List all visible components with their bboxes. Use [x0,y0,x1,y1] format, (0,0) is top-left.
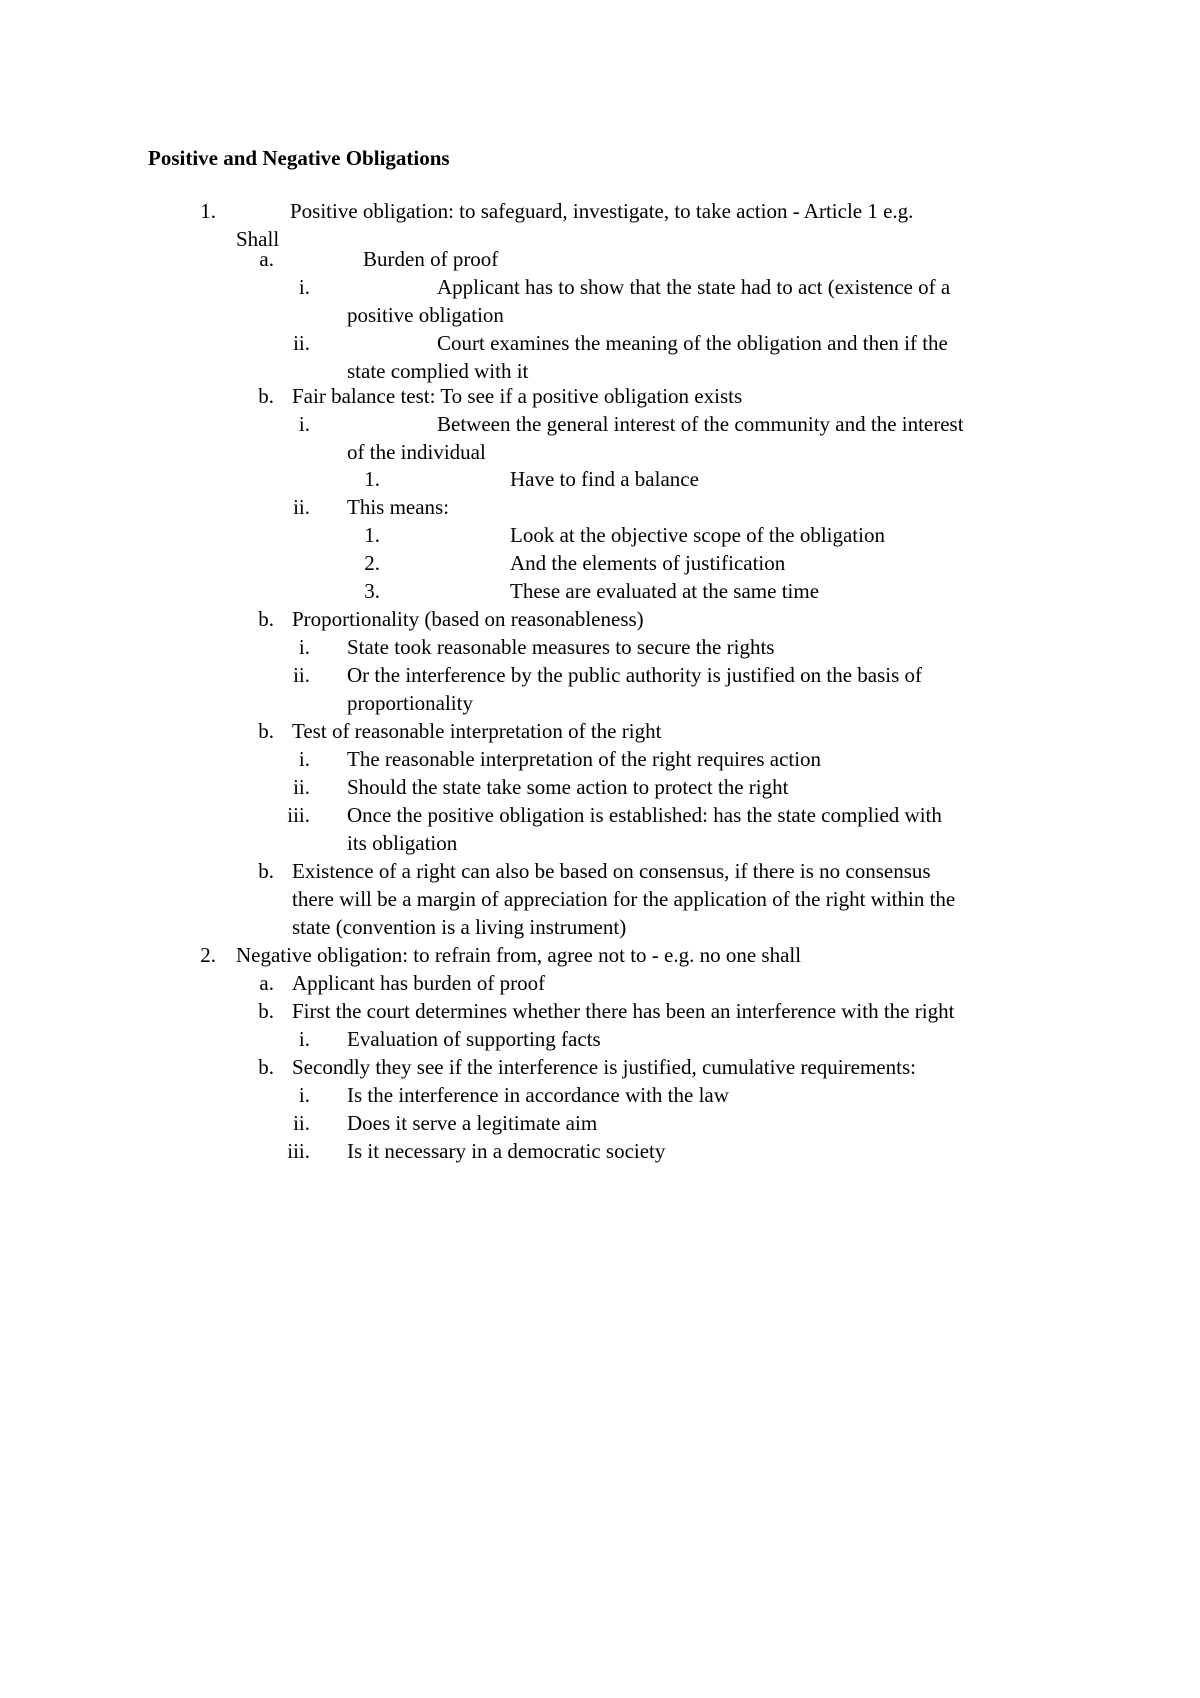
list-marker: a. [259,247,274,271]
list-item-text: Look at the objective scope of the obligation [510,523,885,547]
list-item-text: Proportionality (based on reasonableness) [292,607,644,631]
list-marker: i. [298,412,310,436]
list-item-text: Once the positive obligation is established: has the state complied with [347,803,942,827]
list-item-text: This means: [347,495,450,519]
list-marker: ii. [293,495,310,519]
list-marker: i. [298,275,310,299]
list-marker: b. [258,607,274,631]
list-marker: 3. [364,579,380,603]
list-marker: b. [258,719,274,743]
list-item-text: These are evaluated at the same time [510,579,820,603]
list-marker: iii. [287,1139,310,1163]
list-item-text: Test of reasonable interpretation of the right [292,719,662,743]
list-marker: 2. [364,551,380,575]
list-item-text: its obligation [347,831,458,855]
list-item-text: positive obligation [347,303,504,327]
list-item-text: there will be a margin of appreciation for the application of the right within the [292,887,956,911]
list-marker: i. [298,1027,310,1051]
list-marker: 2. [200,943,216,967]
list-marker: ii. [293,663,310,687]
list-item-text: Negative obligation: to refrain from, agree not to - e.g. no one shall [236,943,802,967]
list-marker: b. [258,859,274,883]
list-item-text: Secondly they see if the interference is justified, cumulative requirements: [292,1055,916,1079]
list-item-text: proportionality [347,691,473,715]
list-item-text: Is it necessary in a democratic society [347,1139,666,1163]
list-item-text: state complied with it [347,359,529,383]
list-item-text: Does it serve a legitimate aim [347,1111,598,1135]
list-item-text: Is the interference in accordance with the law [347,1083,729,1107]
list-marker: a. [259,971,274,995]
list-item-text: Evaluation of supporting facts [347,1027,601,1051]
list-item-text: Fair balance test: To see if a positive obligation exists [292,384,743,408]
list-item-text: Existence of a right can also be based on consensus, if there is no consensus [292,859,931,883]
list-marker: i. [298,635,310,659]
list-item-text: Have to find a balance [510,467,699,491]
list-item-text: Applicant has to show that the state had to act (existence of a [437,275,951,299]
list-item-text: First the court determines whether there has been an interference with the right [292,999,955,1023]
list-item-text: State took reasonable measures to secure the rights [347,635,775,659]
list-marker: iii. [287,803,310,827]
list-marker: i. [298,747,310,771]
list-marker: b. [258,999,274,1023]
list-item-text: Court examines the meaning of the obligation and then if the [437,331,948,355]
list-item-text: The reasonable interpretation of the right requires action [347,747,822,771]
list-marker: b. [258,384,274,408]
list-item-text: Shall [236,227,280,251]
list-marker: 1. [200,199,216,223]
list-item-text: Burden of proof [363,247,499,271]
list-item-text: Between the general interest of the community and the interest [437,412,964,436]
list-item-text: of the individual [347,440,486,464]
list-marker: i. [298,1083,310,1107]
list-marker: b. [258,1055,274,1079]
list-marker: ii. [293,1111,310,1135]
list-item-text: Positive obligation: to safeguard, investigate, to take action - Article 1 e.g. [290,199,914,223]
list-item-text: Or the interference by the public authority is justified on the basis of [347,663,923,687]
list-item-text: state (convention is a living instrument) [292,915,627,939]
list-marker: ii. [293,331,310,355]
list-item-text: And the elements of justification [510,551,786,575]
document-title: Positive and Negative Obligations [148,146,450,170]
list-item-text: Should the state take some action to protect the right [347,775,789,799]
list-marker: 1. [364,523,380,547]
list-marker: 1. [364,467,380,491]
list-marker: ii. [293,775,310,799]
list-item-text: Applicant has burden of proof [292,971,546,995]
